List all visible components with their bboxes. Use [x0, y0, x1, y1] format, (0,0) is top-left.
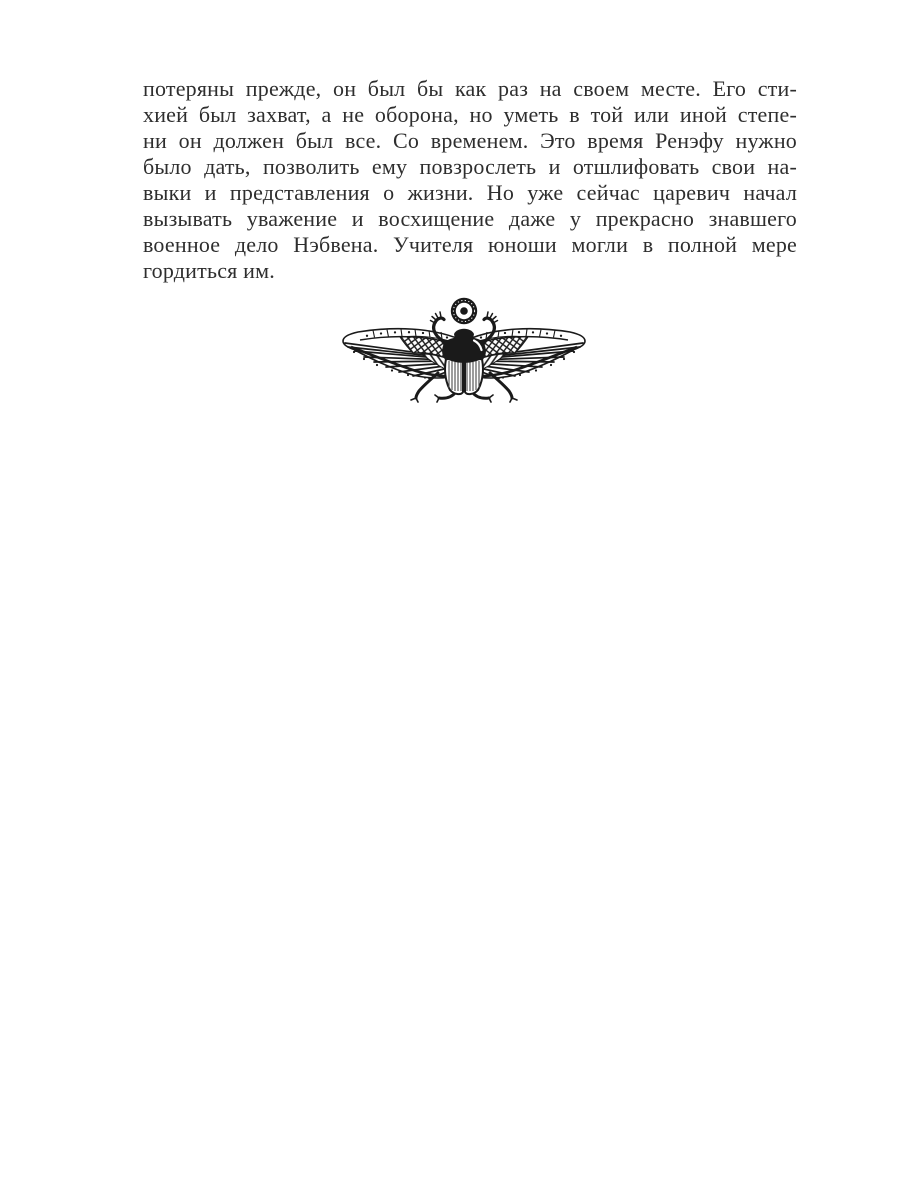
paragraph-line: выки и представления о жизни. Но уже сейчас царевич начал [143, 180, 797, 205]
sun-disk-icon [451, 298, 477, 324]
paragraph-line: было дать, позволить ему повзрослеть и отшлифовать свои на- [143, 154, 797, 179]
paragraph-line: ни он должен был все. Со временем. Это время Ренэфу нужно [143, 128, 797, 153]
paragraph-line: потеряны прежде, он был бы как раз на своем месте. Его сти- [143, 76, 797, 101]
right-wing-icon [469, 329, 585, 379]
winged-scarab-icon [340, 297, 588, 403]
paragraph [143, 76, 797, 284]
paragraph-line: вызывать уважение и восхищение даже у прекрасно знавшего [143, 206, 797, 231]
paragraph-line: хией был захват, а не оборона, но уметь в той или иной степе- [143, 102, 797, 127]
left-wing-icon [343, 329, 459, 379]
paragraph-line: военное дело Нэбвена. Учителя юноши могли в полной мере [143, 232, 797, 257]
paragraph-line: гордиться им. [143, 258, 275, 283]
